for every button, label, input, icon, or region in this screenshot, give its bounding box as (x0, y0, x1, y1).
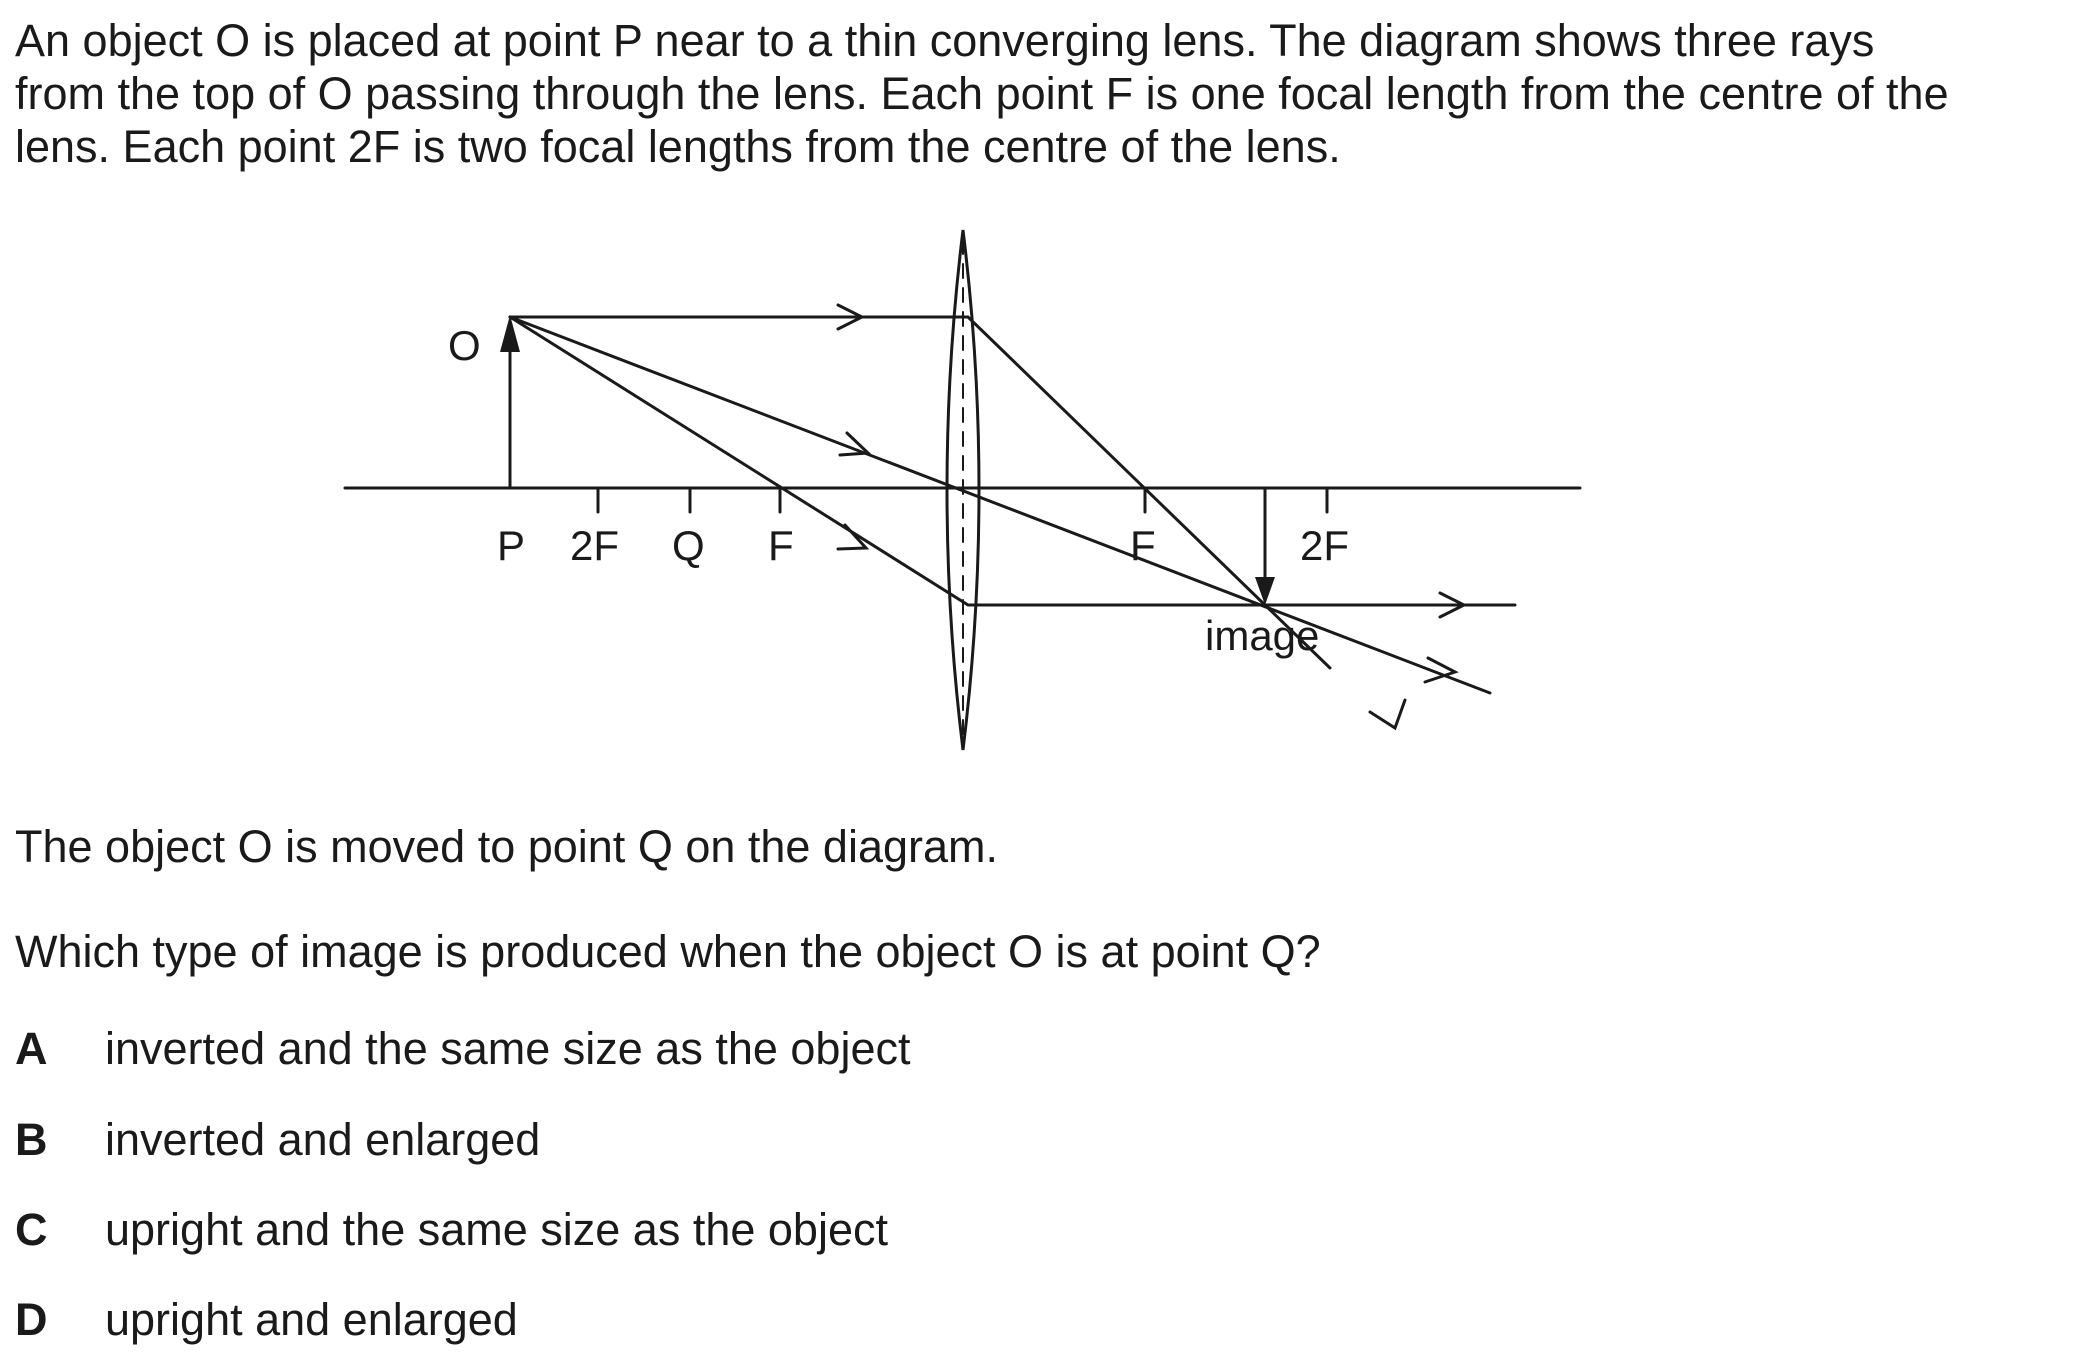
option-c[interactable] (15, 1203, 888, 1256)
label-2f-right: 2F (1300, 522, 1350, 569)
question: Which type of image is produced when the object O is at point Q? (15, 926, 1321, 977)
statement: The object O is moved to point Q on the diagram. (15, 821, 999, 872)
option-text: inverted and enlarged (105, 1114, 541, 1165)
label-f-left: F (768, 522, 794, 569)
label-p: P (497, 522, 526, 569)
intro-line: lens. Each point 2F is two focal lengths from the centre of the lens. (15, 121, 1341, 172)
intro-line: An object O is placed at point P near to a thin converging lens. The diagram shows three rays (15, 15, 1875, 66)
option-b[interactable] (15, 1113, 540, 1166)
option-letter: A (15, 1023, 48, 1074)
label-image: image (1205, 612, 1320, 659)
option-letter: D (15, 1294, 48, 1345)
label-q: Q (672, 522, 705, 569)
image-arrowhead-icon (1255, 577, 1275, 605)
option-text: upright and enlarged (105, 1294, 518, 1345)
option-text: upright and the same size as the object (105, 1204, 888, 1255)
option-d[interactable] (15, 1293, 518, 1346)
option-letter: B (15, 1114, 48, 1165)
label-2f-left: 2F (570, 522, 620, 569)
option-text: inverted and the same size as the object (105, 1023, 911, 1074)
intro-line: from the top of O passing through the lens. Each point F is one focal length from the centre of the (15, 68, 1949, 119)
option-letter: C (15, 1204, 48, 1255)
label-f-right: F (1130, 522, 1156, 569)
option-a[interactable] (15, 1022, 910, 1075)
ray-through-centre (510, 317, 1490, 693)
arrowhead-icon (1370, 700, 1405, 728)
label-object: O (448, 322, 481, 369)
